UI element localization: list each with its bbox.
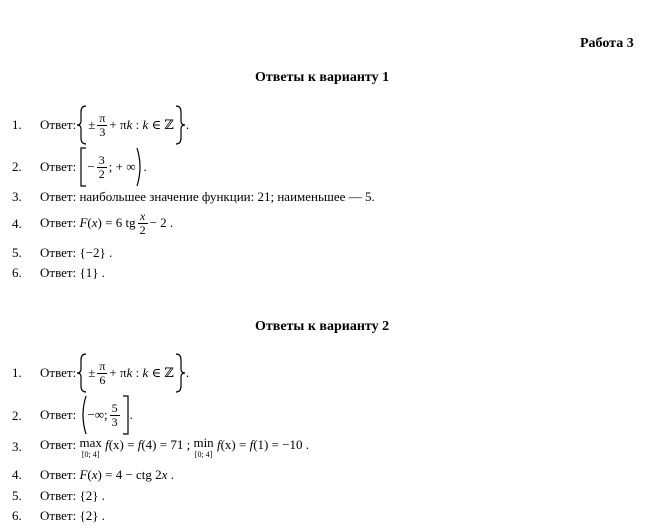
- variant2-title: Ответы к варианту 2: [255, 319, 390, 334]
- v2-item4-num: 4.: [12, 467, 22, 482]
- fraction-5-3: $\frac{5}{3}$: [111, 400, 118, 429]
- func-F: F: [79, 215, 88, 230]
- v1-item4-num: 4.: [12, 216, 22, 231]
- pm-sign: ±: [88, 117, 96, 132]
- right-brace: [174, 352, 186, 394]
- v2-item2-answer: [40, 394, 133, 436]
- fraction-x-2: $\frac{x}{2}$: [139, 208, 146, 237]
- variant1-title: Ответы к варианту 1: [255, 70, 390, 85]
- max-expression: f(x) = f(4) = 71 ;: [105, 437, 191, 452]
- v1-item5-answer: Ответ: {−2} .: [40, 245, 113, 260]
- fraction-pi-3: $\frac{\pi}{3}$: [99, 110, 106, 139]
- interval-rest: ; + ∞: [108, 159, 136, 174]
- work-number: Работа 3: [580, 36, 634, 51]
- v2-item1-answer: [40, 351, 189, 395]
- v2-item3-answer: [40, 436, 309, 462]
- var-k: k: [126, 365, 133, 380]
- v2-item3-num: 3.: [12, 439, 22, 454]
- var-k: k: [126, 117, 133, 132]
- answer-label: Ответ:: [40, 365, 77, 380]
- answer-label: Ответ:: [40, 117, 77, 132]
- min-expression: f(x) = f(1) = −10 .: [216, 437, 310, 452]
- equals-tg: ) = 6 tg: [97, 215, 136, 230]
- plus-pi: + π: [109, 117, 127, 132]
- v1-item2-answer: [40, 146, 147, 188]
- right-brace: [174, 104, 186, 146]
- v1-item1-answer: [40, 103, 189, 147]
- answer-label: Ответ:: [40, 407, 77, 422]
- v1-item3-num: 3.: [12, 189, 22, 204]
- v1-item5-num: 5.: [12, 245, 22, 260]
- period: .: [129, 407, 133, 422]
- v2-item5-answer: Ответ: {2} .: [40, 488, 105, 503]
- max-operator: max [0; 4]: [79, 435, 102, 459]
- colon: :: [135, 365, 140, 380]
- left-paren: [79, 395, 87, 435]
- v1-item1-num: 1.: [12, 117, 22, 132]
- v1-item6-answer: Ответ: {1} .: [40, 265, 105, 280]
- period: .: [185, 117, 190, 132]
- min-operator: min [0; 4]: [193, 435, 214, 459]
- var-k2: k: [142, 365, 149, 380]
- left-brace: [76, 352, 88, 394]
- v2-item6-num: 6.: [12, 508, 22, 523]
- plus-pi: + π: [109, 365, 127, 380]
- integers-symbol: ℤ: [164, 365, 174, 380]
- fraction-3-2: $\frac{3}{2}$: [98, 152, 105, 181]
- v2-item4-answer: Ответ: F(x) = 4 − ctg 2x .: [40, 467, 174, 482]
- v2-item6-answer: Ответ: {2} .: [40, 508, 105, 523]
- period: .: [185, 365, 190, 380]
- v2-item2-num: 2.: [12, 408, 22, 423]
- v1-item6-num: 6.: [12, 265, 22, 280]
- answer-label: Ответ:: [40, 215, 77, 230]
- v2-item5-num: 5.: [12, 488, 22, 503]
- left-bracket: [79, 147, 87, 187]
- colon: :: [135, 117, 140, 132]
- minus-infinity: −∞;: [87, 407, 108, 422]
- integers-symbol: ℤ: [164, 117, 174, 132]
- right-paren: [136, 147, 144, 187]
- v2-item1-num: 1.: [12, 365, 22, 380]
- in-sign: ∈: [151, 365, 162, 380]
- period: .: [143, 159, 147, 174]
- pm-sign: ±: [88, 365, 96, 380]
- answer-label: Ответ:: [40, 437, 77, 452]
- minus-2: − 2 .: [149, 215, 174, 230]
- var-x: x: [91, 215, 98, 230]
- v1-item2-num: 2.: [12, 159, 22, 174]
- v1-item4-answer: Ответ: F ( x ) = 6 tg $\frac{x}{2}$ − 2 .: [40, 208, 174, 237]
- minus-sign: −: [87, 159, 95, 174]
- v1-item3-answer: Ответ: наибольшее значение функции: 21; наименьшее — 5.: [40, 189, 375, 204]
- var-k2: k: [142, 117, 149, 132]
- left-brace: [76, 104, 88, 146]
- in-sign: ∈: [151, 117, 162, 132]
- answer-label: Ответ:: [40, 159, 77, 174]
- right-bracket: [122, 395, 130, 435]
- fraction-pi-6: $\frac{\pi}{6}$: [99, 358, 106, 387]
